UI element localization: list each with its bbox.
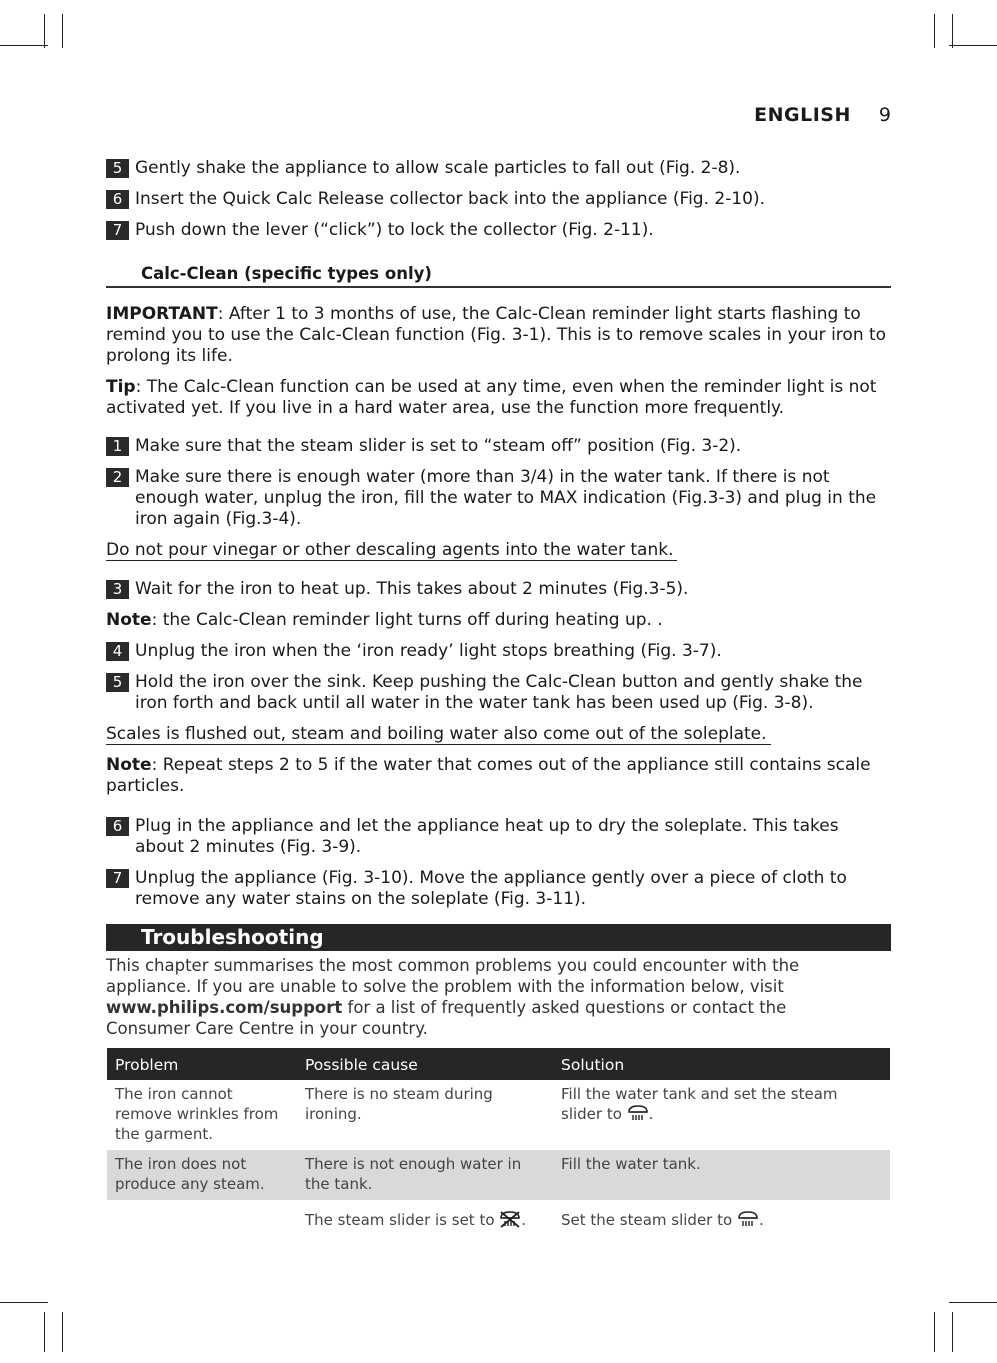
- flushed-paragraph: [106, 724, 891, 745]
- step-text: Hold the iron over the sink. Keep pushing the Calc-Clean button and gently shake the iron forth and back until all water in the water tank has been used up (Fig. 3-8).: [135, 672, 863, 713]
- note-paragraph: [106, 755, 891, 797]
- step-text: Gently shake the appliance to allow scale particles to fall out (Fig. 2-8).: [135, 158, 741, 178]
- warning-text: Do not pour vinegar or other descaling agents into the water tank.: [106, 540, 677, 561]
- steam-icon: [737, 1210, 759, 1228]
- list-item: [106, 189, 891, 210]
- crop-mark: [952, 1312, 953, 1352]
- note-text: : Repeat steps 2 to 5 if the water that comes out of the appliance still contains scale particles.: [106, 755, 871, 796]
- no-steam-icon: [499, 1210, 521, 1228]
- step-text: Unplug the appliance (Fig. 3-10). Move the appliance gently over a piece of cloth to remove any water stains on the soleplate (Fig. 3-11).: [135, 868, 847, 909]
- crop-mark: [44, 14, 45, 48]
- list-item: [106, 158, 891, 179]
- step-number: 7: [106, 869, 129, 888]
- cell-cause: There is no steam during ironing.: [297, 1080, 553, 1150]
- note-paragraph: [106, 610, 891, 631]
- list-item: [106, 579, 891, 600]
- table-row: [107, 1200, 890, 1236]
- cell-problem: The iron does not produce any steam.: [107, 1150, 297, 1200]
- step-number: 2: [106, 468, 129, 487]
- note-text: : the Calc-Clean reminder light turns off during heating up. .: [151, 610, 663, 630]
- important-text: : After 1 to 3 months of use, the Calc-Clean reminder light starts flashing to remind you to use the Calc-Clean function (Fig. 3-1). This is to remove scales in your iron to prolong its life.: [106, 304, 887, 366]
- crop-mark: [62, 1312, 63, 1352]
- crop-mark: [934, 14, 935, 48]
- step-number: 5: [106, 159, 129, 178]
- list-item: [106, 220, 891, 241]
- list-item: [106, 641, 891, 662]
- troubleshooting-intro: [106, 955, 836, 1039]
- crop-mark: [0, 45, 48, 46]
- intro-text: This chapter summarises the most common problems you could encounter with the appliance. If you are unable to solve the problem with the information below, visit: [106, 956, 800, 996]
- solution-end: .: [758, 1211, 764, 1229]
- step-text: Make sure that the steam slider is set to “steam off” position (Fig. 3-2).: [135, 436, 742, 456]
- support-link[interactable]: www.philips.com/support: [106, 998, 343, 1017]
- step-text: Insert the Quick Calc Release collector back into the appliance (Fig. 2-10).: [135, 189, 766, 209]
- crop-mark: [952, 14, 953, 48]
- list-item: [106, 672, 891, 714]
- page-header: [754, 104, 891, 126]
- crop-mark: [949, 45, 997, 46]
- solution-text: Set the steam slider to: [561, 1211, 737, 1229]
- step-number: 6: [106, 190, 129, 209]
- list-item: [106, 467, 891, 530]
- step-text: Make sure there is enough water (more than 3/4) in the water tank. If there is not enough water, unplug the iron, fill the water to MAX indication (Fig.3-3) and plug in the iron again (Fig.3-4).: [135, 467, 877, 529]
- tip-paragraph: [106, 377, 891, 419]
- step-number: 4: [106, 642, 129, 661]
- crop-mark: [949, 1302, 997, 1303]
- step-text: Unplug the iron when the ‘iron ready’ light stops breathing (Fig. 3-7).: [135, 641, 722, 661]
- crop-mark: [62, 14, 63, 48]
- note-label: Note: [106, 755, 152, 775]
- important-paragraph: [106, 304, 891, 367]
- column-header-solution: Solution: [553, 1048, 890, 1080]
- cause-text: The steam slider is set to: [305, 1211, 500, 1229]
- section-heading-troubleshooting: Troubleshooting: [106, 924, 891, 951]
- step-number: 6: [106, 817, 129, 836]
- troubleshooting-table: [107, 1048, 890, 1236]
- steam-icon: [627, 1104, 649, 1122]
- solution-end: .: [648, 1105, 654, 1123]
- step-text: Push down the lever (“click”) to lock the collector (Fig. 2-11).: [135, 220, 654, 240]
- step-text: Plug in the appliance and let the appliance heat up to dry the soleplate. This takes about 2 minutes (Fig. 3-9).: [135, 816, 839, 857]
- intro-text: for a list of frequently asked questions or contact the Consumer Care Centre in your country.: [106, 998, 787, 1038]
- solution-text: Fill the water tank and set the steam slider to: [561, 1085, 838, 1123]
- table-header-row: [107, 1048, 890, 1080]
- table-row: [107, 1080, 890, 1150]
- table-row: [107, 1150, 890, 1200]
- crop-mark: [44, 1312, 45, 1352]
- language-label: ENGLISH: [754, 104, 851, 126]
- page-number: 9: [878, 104, 891, 126]
- cell-problem: [107, 1200, 297, 1236]
- tip-label: Tip: [106, 377, 136, 397]
- cell-solution: [553, 1080, 890, 1150]
- step-number: 3: [106, 580, 129, 599]
- section-heading-calc-clean: Calc-Clean (specific types only): [106, 263, 891, 288]
- tip-text: : The Calc-Clean function can be used at any time, even when the reminder light is not activated yet. If you live in a hard water area, use the function more frequently.: [106, 377, 877, 418]
- step-number: 5: [106, 673, 129, 692]
- cell-solution: [553, 1200, 890, 1236]
- flushed-text: Scales is flushed out, steam and boiling water also come out of the soleplate.: [106, 724, 771, 745]
- important-label: IMPORTANT: [106, 304, 218, 324]
- step-number: 1: [106, 437, 129, 456]
- cell-solution: Fill the water tank.: [553, 1150, 890, 1200]
- cell-problem: The iron cannot remove wrinkles from the garment.: [107, 1080, 297, 1150]
- list-item: [106, 868, 891, 910]
- column-header-cause: Possible cause: [297, 1048, 553, 1080]
- crop-mark: [0, 1302, 48, 1303]
- step-text: Wait for the iron to heat up. This takes about 2 minutes (Fig.3-5).: [135, 579, 689, 599]
- cell-cause: There is not enough water in the tank.: [297, 1150, 553, 1200]
- list-item: [106, 436, 891, 457]
- cell-cause: [297, 1200, 553, 1236]
- note-label: Note: [106, 610, 152, 630]
- column-header-problem: Problem: [107, 1048, 297, 1080]
- list-item: [106, 816, 891, 858]
- warning-paragraph: [106, 540, 891, 561]
- cause-end: .: [521, 1211, 527, 1229]
- crop-mark: [934, 1312, 935, 1352]
- main-content: [106, 158, 891, 1236]
- step-number: 7: [106, 221, 129, 240]
